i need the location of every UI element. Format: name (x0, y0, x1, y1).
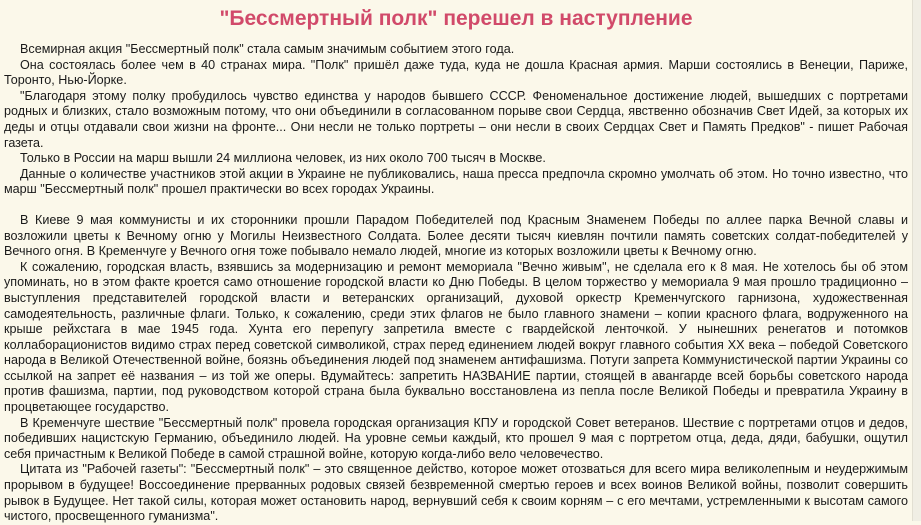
paragraph-2: Она состоялась более чем в 40 странах мира. "Полк" пришёл даже туда, куда не дошла Красная армия. Марши состоялись в Венеции, Париже, Торонто, Нью-Йорке. (4, 57, 908, 88)
article-body (4, 42, 908, 525)
paragraph-9: Цитата из "Рабочей газеты": "Бессмертный полк" – это священное действо, которое может отозваться для всего мира великолепным и неудержимым прорывом в будущее! Воссоединение прерванных родовых связей безвременной смертью героев и всех воинов Великой войны, позволит совершить рывок в Будущее. Нет такой силы, которая может остановить народ, вернувший себя к своим корням – с его мечтами, устремленными к высотам самого чистого, просвещенного гуманизма". (4, 462, 908, 524)
paragraph-3: "Благодаря этому полку пробудилось чувство единства у народов бывшего СССР. Феноменальное достижение людей, вышедших с портретами родных и близких, стало возможным потому, что они объединили в согласованном порыве свои Сердца, явственно обозначив Свет Идей, за которых их деды и отцы отдавали свои жизни на фронте... Они несли не только портреты – они несли в своих Сердцах Свет и Память Предков" - пишет Рабочая газета. (4, 88, 908, 150)
paragraph-gap (4, 198, 908, 213)
paragraph-4: Только в России на марш вышли 24 миллиона человек, из них около 700 тысяч в Москве. (20, 151, 546, 166)
paragraph-1: Всемирная акция "Бессмертный полк" стала самым значимым событием этого года. (20, 42, 515, 56)
paragraph-7: К сожалению, городская власть, взявшись за модернизацию и ремонт мемориала "Вечно живым", не сделала его к 8 мая. Не хотелось бы об этом упоминать, но в этом факте кроется само отношение городской власти ко Дню Победы. В целом торжество у мемориала 9 мая прошло традиционно – выступления представителей городской власти и ветеранских организаций, духовой оркестр Кременчугского гарнизона, художественная самодеятельность, различные флаги. Только, к сожалению, среди этих флагов не было главного знамени – копии красного флага, водруженного на крыше рейхстага в мае 1945 года. Хунта его перепугу запретила вместе с гвардейской ленточкой. У нынешних ренегатов и потомков коллаборационистов видимо страх перед советской символикой, страх перед единением людей вокруг главного события XX века – победой Советского народа в Великой Отечественной войне, боязнь объединения людей под знаменем антифашизма. Потуги запрета Коммунистической партии Украины со ссылкой на запрет её названия – из той же оперы. Вдумайтесь: запретить НАЗВАНИЕ партии, стоящей в авангарде всей борьбы советского народа против фашизма, партии, под руководством которой страна была буквально восстановлена из пепла после Великой Победы и превратила Украину в процветающее государство. (4, 259, 908, 415)
paragraph-5: Данные о количестве участников этой акции в Украине не публиковались, наша пресса предпочла скромно умолчать об этом. Но точно известно, что марш "Бессмертный полк" прошел практически во всех городах Украины. (4, 166, 908, 197)
paragraph-8: В Кременчуге шествие "Бессмертный полк" провела городская организация КПУ и городской Совет ветеранов. Шествие с портретами отцов и дедов, победивших нацистскую Германию, объединило людей. На уровне семьи каждый, кто прошел 9 мая с портретом отца, деда, дяди, бабушки, ощутил себя причастным к Великой Победе в самой страшной войне, которую когда-либо вело человечество. (4, 415, 908, 461)
paragraph-6: В Киеве 9 мая коммунисты и их сторонники прошли Парадом Победителей под Красным Знаменем Победы по аллее парка Вечной славы и возложили цветы к Вечному огню у Могилы Неизвестного Солдата. Более десяти тысяч киевлян почтили память советских солдат-победителей у Вечного огня. В Кременчуге у Вечного огня тоже побывало немало людей, многие из которых возложили цветы к Вечному огню. (4, 212, 908, 259)
article-title: "Бессмертный полк" перешел в наступление (219, 7, 693, 30)
vertical-scrollbar[interactable] (912, 0, 921, 521)
